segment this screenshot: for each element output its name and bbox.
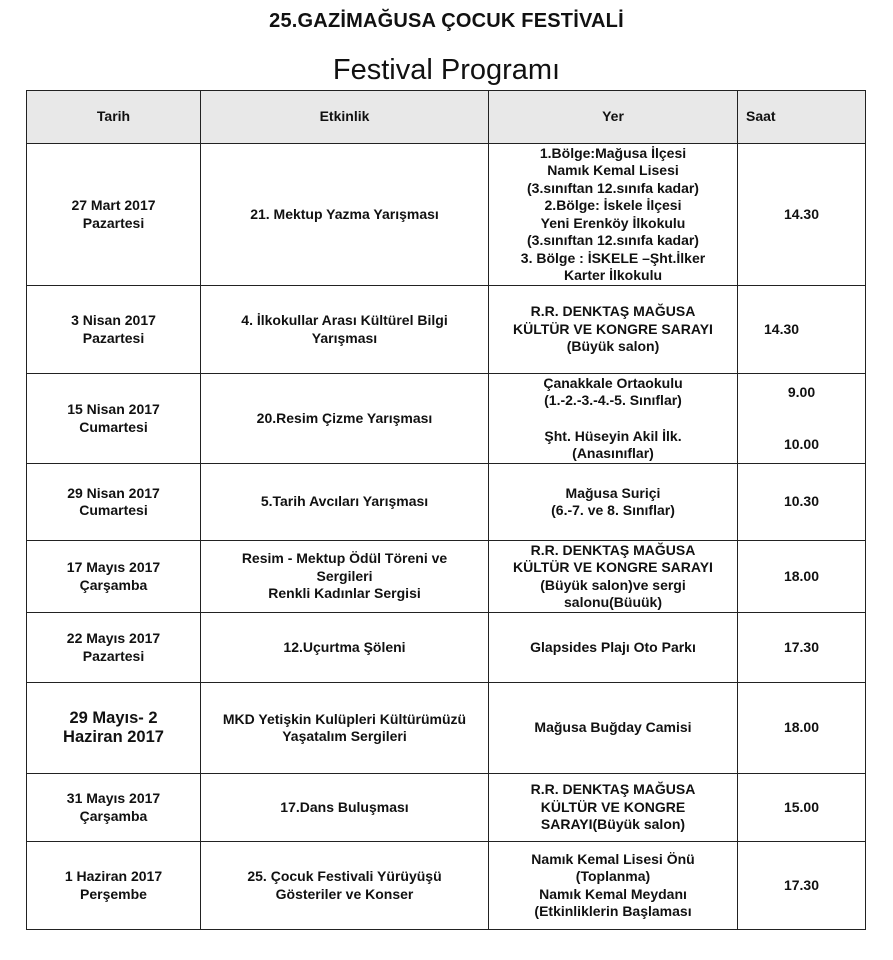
cell-tarih: 3 Nisan 2017 Pazartesi (27, 286, 201, 374)
cell-tarih: 29 Nisan 2017 Cumartesi (27, 464, 201, 541)
cell-etkinlik: 17.Dans Buluşması (201, 774, 489, 842)
table-row (27, 683, 866, 774)
cell-etkinlik: 20.Resim Çizme Yarışması (201, 374, 489, 464)
cell-saat-part: 9.00 (787, 383, 816, 400)
cell-etkinlik: 5.Tarih Avcıları Yarışması (201, 464, 489, 541)
cell-yer: R.R. DENKTAŞ MAĞUSA KÜLTÜR VE KONGRE SARAYI (Büyük salon)ve sergi salonu(Büuük) (489, 541, 738, 613)
cell-yer: Namık Kemal Lisesi Önü (Toplanma) Namık Kemal Meydanı (Etkinliklerin Başlaması (489, 842, 738, 930)
cell-saat-part: 10.00 (783, 436, 820, 452)
column-header-tarih: Tarih (27, 91, 201, 144)
cell-saat (738, 374, 866, 464)
table-header-row (27, 91, 866, 144)
cell-saat: 14.30 (738, 286, 866, 374)
cell-saat: 17.30 (738, 613, 866, 683)
festival-title: 25.GAZİMAĞUSA ÇOCUK FESTİVALİ (269, 10, 624, 32)
cell-yer: R.R. DENKTAŞ MAĞUSA KÜLTÜR VE KONGRE SARAYI (Büyük salon) (489, 286, 738, 374)
table-row (27, 144, 866, 286)
cell-saat: 15.00 (738, 774, 866, 842)
cell-saat: 17.30 (738, 842, 866, 930)
cell-yer: Mağusa Buğday Camisi (489, 683, 738, 774)
table-row (27, 613, 866, 683)
cell-tarih: 29 Mayıs- 2 Haziran 2017 (27, 683, 201, 774)
table-row (27, 541, 866, 613)
cell-saat: 10.30 (738, 464, 866, 541)
cell-etkinlik: 25. Çocuk Festivali Yürüyüşü Gösteriler ve Konser (201, 842, 489, 930)
cell-tarih: 17 Mayıs 2017 Çarşamba (27, 541, 201, 613)
cell-tarih: 27 Mart 2017 Pazartesi (27, 144, 201, 286)
cell-tarih: 15 Nisan 2017 Cumartesi (27, 374, 201, 464)
cell-etkinlik: 4. İlkokullar Arası Kültürel Bilgi Yarışması (201, 286, 489, 374)
table-row (27, 374, 866, 464)
cell-etkinlik: 21. Mektup Yazma Yarışması (201, 144, 489, 286)
table-row (27, 464, 866, 541)
program-subtitle: Festival Programı (332, 54, 561, 86)
table-row (27, 774, 866, 842)
cell-yer-part: Şht. Hüseyin Akil İlk. (Anasınıflar) (544, 427, 682, 461)
column-header-etkinlik: Etkinlik (201, 91, 489, 144)
cell-yer: R.R. DENKTAŞ MAĞUSA KÜLTÜR VE KONGRE SARAYI(Büyük salon) (489, 774, 738, 842)
cell-saat: 18.00 (738, 683, 866, 774)
cell-saat: 18.00 (738, 541, 866, 613)
cell-saat: 14.30 (738, 144, 866, 286)
cell-tarih: 31 Mayıs 2017 Çarşamba (27, 774, 201, 842)
cell-yer (489, 374, 738, 464)
cell-yer: 1.Bölge:Mağusa İlçesi Namık Kemal Lisesi (3.sınıftan 12.sınıfa kadar) 2.Bölge: İskele İlçesi Yeni Erenköy İlkokulu (3.sınıftan 12.sınıfa kadar) 3. Bölge : İSKELE –Şht.İlker Karter İlkokulu (489, 144, 738, 286)
cell-tarih: 22 Mayıs 2017 Pazartesi (27, 613, 201, 683)
cell-tarih: 1 Haziran 2017 Perşembe (27, 842, 201, 930)
cell-etkinlik: 12.Uçurtma Şöleni (201, 613, 489, 683)
table-row (27, 842, 866, 930)
column-header-yer: Yer (489, 91, 738, 144)
cell-etkinlik: MKD Yetişkin Kulüpleri Kültürümüzü Yaşatalım Sergileri (201, 683, 489, 774)
program-table (26, 90, 866, 930)
cell-yer: Mağusa Suriçi (6.-7. ve 8. Sınıflar) (489, 464, 738, 541)
cell-yer: Glapsides Plajı Oto Parkı (489, 613, 738, 683)
column-header-saat: Saat (738, 91, 866, 144)
cell-etkinlik: Resim - Mektup Ödül Töreni ve Sergileri Renkli Kadınlar Sergisi (201, 541, 489, 613)
table-row (27, 286, 866, 374)
cell-yer-part: Çanakkale Ortaokulu (1.-2.-3.-4.-5. Sınıflar) (543, 374, 683, 408)
